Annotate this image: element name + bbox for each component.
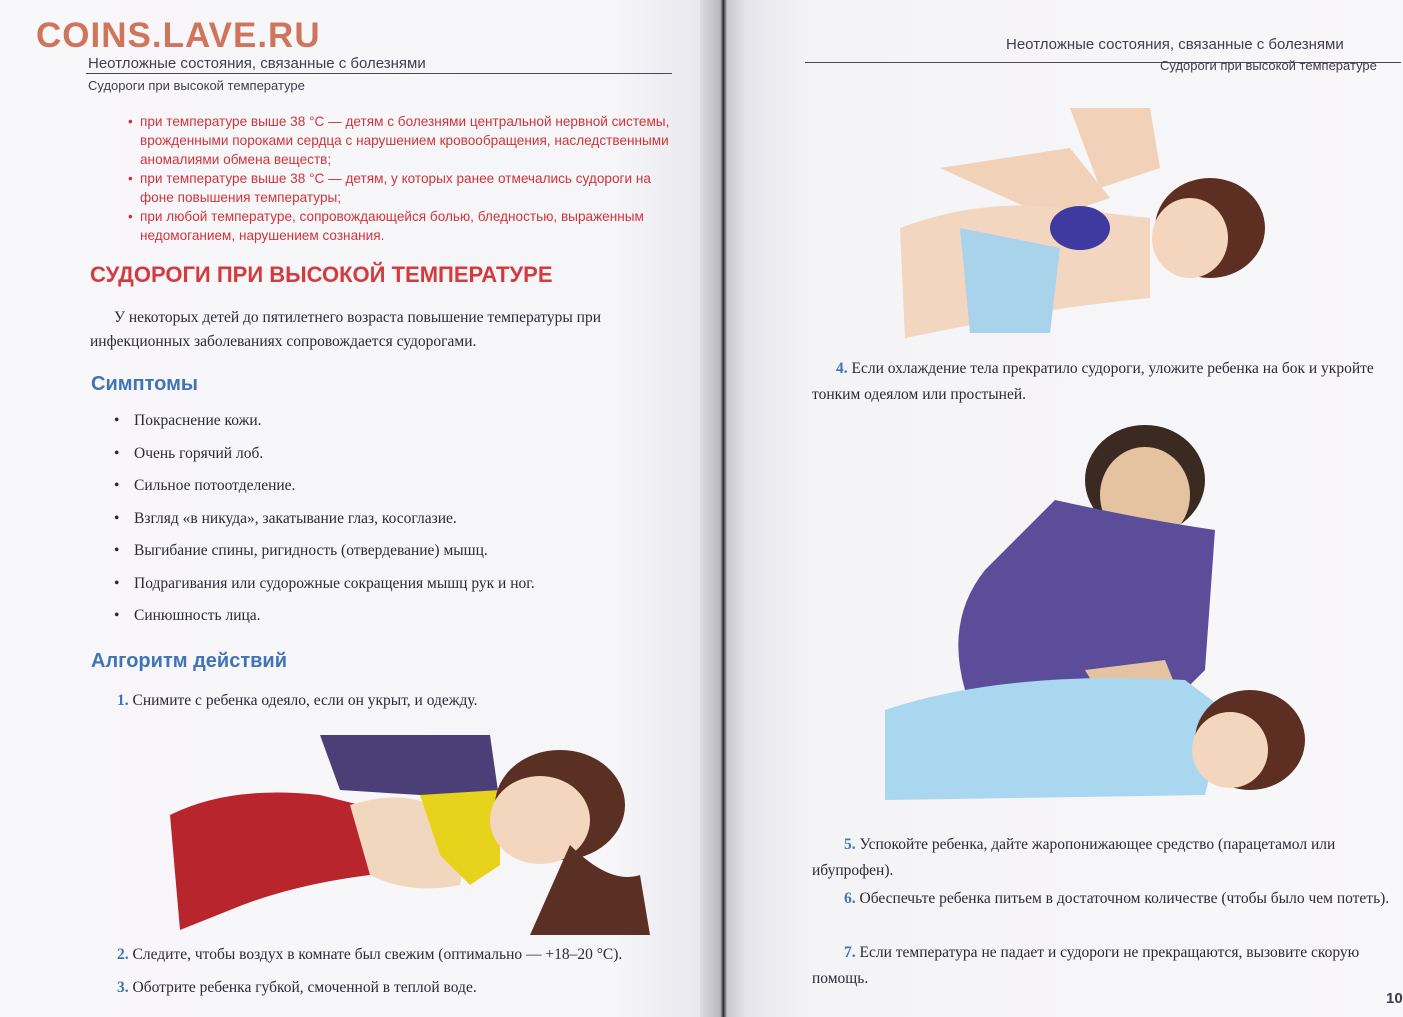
undressing-child-illustration (170, 735, 660, 935)
right-page (745, 0, 1401, 1017)
symptom-item: • Синюшность лица. (114, 607, 684, 640)
page-number: 10 (1386, 990, 1403, 1007)
left-header-title: Неотложные состояния, связанные с болезнями (88, 55, 426, 72)
step-text: Снимите с ребенка одеяло, если он укрыт, и одежду. (132, 692, 478, 709)
step-3 (117, 975, 687, 1001)
symptom-item: • Покраснение кожи. (114, 412, 684, 445)
left-page (0, 0, 700, 1017)
step-6 (812, 886, 1397, 912)
step-number: 6. (844, 890, 856, 907)
symptom-item: • Выгибание спины, ригидность (отвердевание) мышц. (114, 542, 684, 575)
caregiver-shirt (958, 500, 1215, 690)
covering-child-illustration (885, 420, 1305, 810)
step-number: 1. (117, 692, 129, 709)
step-5 (812, 832, 1397, 884)
step-number: 7. (844, 944, 856, 961)
child-face (1192, 712, 1268, 788)
left-header-rule (86, 73, 672, 74)
book-gutter (700, 0, 745, 1017)
step-number: 4. (836, 360, 848, 377)
algorithm-heading: Алгоритм действий (91, 650, 288, 672)
step-4 (812, 356, 1392, 408)
right-header-title: Неотложные состояния, связанные с болезнями (1006, 36, 1344, 53)
warning-list (128, 112, 688, 245)
step-text: Если температура не падает и судороги не прекращаются, вызовите скорую помощь. (812, 944, 1360, 987)
blanket (885, 678, 1225, 800)
symptom-item: • Взгляд «в никуда», закатывание глаз, косоглазие. (114, 510, 684, 543)
child-face (1152, 198, 1228, 278)
symptom-item: • Очень горячий лоб. (114, 445, 684, 478)
symptom-item: • Сильное потоотделение. (114, 477, 684, 510)
section-title: СУДОРОГИ ПРИ ВЫСОКОЙ ТЕМПЕРАТУРЕ (90, 262, 553, 287)
step-text: Обеспечьте ребенка питьем в достаточном количестве (чтобы было чем потеть). (859, 890, 1390, 907)
left-header-subtitle: Судороги при высокой температуре (88, 78, 305, 93)
step-text: Оботрите ребенка губкой, смоченной в теплой воде. (132, 979, 477, 996)
warning-item: • при температуре выше 38 °С — детям, у которых ранее отмечались судороги на фоне повышения температуры; (128, 169, 688, 207)
sponging-child-illustration (900, 108, 1265, 343)
warning-item: • при температуре выше 38 °С — детям с болезнями центральной нервной системы, врожденными пороками сердца с нарушением кровообращения, наследственными аномалиями обмена веществ; (128, 112, 688, 169)
step-text: Следите, чтобы воздух в комнате был свежим (оптимально — +18–20 °С). (132, 946, 623, 963)
step-number: 5. (844, 836, 856, 853)
symptom-item: • Подрагивания или судорожные сокращения мышц рук и ног. (114, 575, 684, 608)
step-1 (117, 688, 687, 714)
step-text: Если охлаждение тела прекратило судороги, уложите ребенка на бок и укройте тонким одеялом или простыней. (812, 360, 1374, 403)
step-2 (117, 942, 697, 968)
intro-paragraph: У некоторых детей до пятилетнего возраста повышение температуры при инфекционных заболеваниях сопровождается судорогами. (90, 309, 601, 350)
symptoms-heading: Симптомы (91, 373, 198, 395)
watermark: COINS.LAVE.RU (36, 16, 321, 55)
right-header-subtitle: Судороги при высокой температуре (1160, 58, 1377, 73)
step-number: 3. (117, 979, 129, 996)
step-text: Успокойте ребенка, дайте жаропонижающее средство (парацетамол или ибупрофен). (812, 836, 1336, 879)
warning-item: • при любой температуре, сопровождающейся болью, бледностью, выраженным недомоганием, нарушением сознания. (128, 207, 688, 245)
step-number: 2. (117, 946, 129, 963)
step-7 (812, 940, 1397, 992)
sponge (1050, 206, 1110, 250)
symptoms-list (114, 412, 684, 640)
